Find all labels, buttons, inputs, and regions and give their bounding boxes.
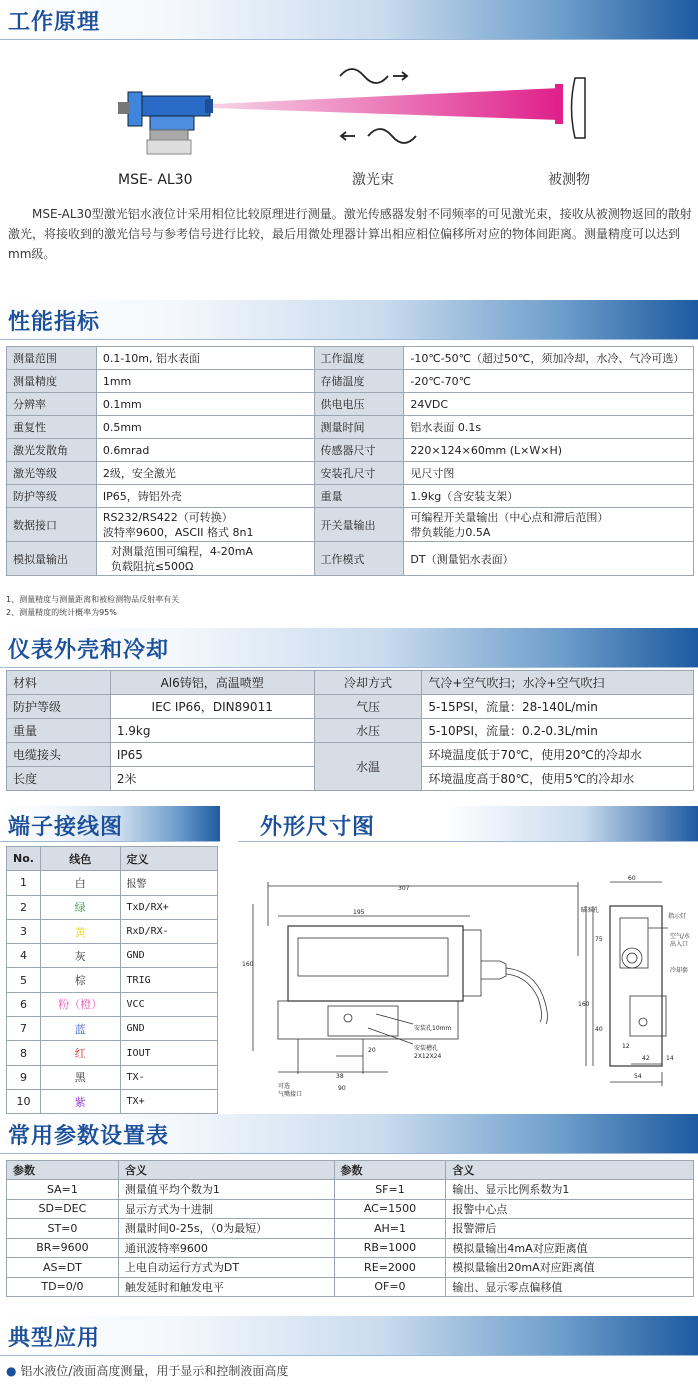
- shell-value: 5-10PSI，流量：0.2-0.3L/min: [422, 719, 694, 743]
- spec-value: -10℃-50℃（超过50℃，须加冷却，水冷、气冷可选）: [404, 347, 694, 370]
- param-meaning: 输出、显示比例系数为1: [446, 1180, 694, 1200]
- terminal-color: 红: [40, 1041, 120, 1065]
- terminal-def: RxD/RX-: [120, 919, 217, 943]
- shell-value: 环境温度高于80℃，使用5℃的冷却水: [422, 767, 694, 791]
- param-key: SA=1: [7, 1180, 119, 1200]
- dim-hole1: 安装孔10mm: [414, 1025, 452, 1032]
- spec-value: 0.1mm: [96, 393, 314, 416]
- spec-value: 铝水表面 0.1s: [404, 416, 694, 439]
- shell-key: 水温: [314, 743, 422, 791]
- dim-54: 54: [634, 1073, 642, 1080]
- shell-key: 防护等级: [7, 695, 111, 719]
- shell-value: IEC IP66，DIN89011: [110, 695, 314, 719]
- shell-value: 环境温度低于70℃，使用20℃的冷却水: [422, 743, 694, 767]
- param-row: [7, 1277, 694, 1297]
- terminal-no: 7: [7, 1017, 41, 1041]
- application-item: [6, 1362, 288, 1379]
- terminal-def: VCC: [120, 992, 217, 1016]
- spec-value: 24VDC: [404, 393, 694, 416]
- application-text: 铝水液位/液面高度测量，用于显示和控制液面高度: [20, 1364, 289, 1378]
- terminal-def: GND: [120, 944, 217, 968]
- spec-key: 测量范围: [7, 347, 97, 370]
- param-row: [7, 1219, 694, 1239]
- param-row: [7, 1238, 694, 1258]
- param-key: BR=9600: [7, 1238, 119, 1258]
- param-key: ST=0: [7, 1219, 119, 1239]
- spec-key: 安装孔尺寸: [314, 462, 404, 485]
- param-row: [7, 1180, 694, 1200]
- spec-key: 重复性: [7, 416, 97, 439]
- section-header-performance: [0, 300, 698, 340]
- param-key: SD=DEC: [7, 1199, 119, 1219]
- terminal-color: 黑: [40, 1065, 120, 1089]
- terminal-color: 粉（橙）: [40, 992, 120, 1016]
- param-meaning: 通讯波特率9600: [118, 1238, 334, 1258]
- shell-table: [6, 670, 694, 791]
- spec-key: 开关量输出: [314, 508, 404, 542]
- principle-text: MSE-AL30型激光铝水液位计采用相位比较原理进行测量。激光传感器发射不同频率的可见激光束，接收从被测物返回的散射激光，将接收到的激光信号与参考信号进行比较，最后用微处理器计算出相应相位偏移所对应的物体间距离。测量精度可以达到mm级。: [8, 207, 692, 261]
- shell-key: 电缆接头: [7, 743, 111, 767]
- spec-value: 0.5mm: [96, 416, 314, 439]
- terminal-def: TX-: [120, 1065, 217, 1089]
- dim-160: 160: [242, 961, 254, 968]
- dimension-drawing: [238, 846, 698, 1108]
- spec-value: 0.1-10m, 铝水表面: [96, 347, 314, 370]
- dim-14: 14: [666, 1055, 674, 1062]
- dim-hole2: 安装槽孔: [414, 1045, 439, 1052]
- section-title: 常用参数设置表: [8, 1124, 170, 1149]
- spec-row: [7, 347, 694, 370]
- terminal-color: 紫: [40, 1089, 120, 1113]
- spec-key: 测量精度: [7, 370, 97, 393]
- spec-key: 防护等级: [7, 485, 97, 508]
- spec-value: 1.9kg（含安装支架）: [404, 485, 694, 508]
- terminal-color: 蓝: [40, 1017, 120, 1041]
- shell-key: 长度: [7, 767, 111, 791]
- terminal-no: 6: [7, 992, 41, 1016]
- terminal-no: 4: [7, 944, 41, 968]
- spec-value: 1mm: [96, 370, 314, 393]
- terminal-def: 报警: [120, 871, 217, 895]
- shell-value: Al6铸铝，高温喷塑: [110, 671, 314, 695]
- param-key: OF=0: [334, 1277, 446, 1297]
- device-label: MSE- AL30: [118, 172, 193, 188]
- spec-key: 重量: [314, 485, 404, 508]
- spec-key: 存储温度: [314, 370, 404, 393]
- terminal-no: 10: [7, 1089, 41, 1113]
- shell-key: 重量: [7, 719, 111, 743]
- param-table: [6, 1160, 694, 1297]
- spec-row: [7, 462, 694, 485]
- terminal-color: 绿: [40, 895, 120, 919]
- spec-table: [6, 346, 694, 576]
- param-header: 参数: [334, 1161, 446, 1180]
- param-header: 含义: [446, 1161, 694, 1180]
- spec-key: 分辨率: [7, 393, 97, 416]
- param-key: SF=1: [334, 1180, 446, 1200]
- terminal-table: [6, 846, 218, 1114]
- shell-value: 1.9kg: [110, 719, 314, 743]
- spec-key: 激光等级: [7, 462, 97, 485]
- spec-value: -20℃-70℃: [404, 370, 694, 393]
- dim-opt1: 可选: [278, 1083, 291, 1090]
- spec-key: 模拟量输出: [7, 542, 97, 576]
- laser-beam: [213, 88, 560, 120]
- section-header-shell: [0, 628, 698, 668]
- dim-indicator: 指示灯: [668, 913, 687, 920]
- param-header: 含义: [118, 1161, 334, 1180]
- dim-12: 12: [622, 1043, 630, 1050]
- beam-label: 激光束: [352, 172, 394, 188]
- spec-value: 220×124×60mm (L×W×H): [404, 439, 694, 462]
- param-meaning: 上电自动运行方式为DT: [118, 1258, 334, 1278]
- terminal-color: 白: [40, 871, 120, 895]
- note-1: 1、测量精度与测量距离和被检测物品反射率有关: [6, 595, 180, 604]
- section-header-principle: [0, 0, 698, 40]
- spec-key: 工作温度: [314, 347, 404, 370]
- wave-out-icon: [340, 69, 407, 83]
- dim-air1: 空气/水: [670, 933, 691, 940]
- bullet-icon: ●: [6, 1364, 17, 1378]
- shell-value: IP65: [110, 743, 314, 767]
- dim-38: 38: [336, 1073, 344, 1080]
- terminal-header: 线色: [40, 847, 120, 871]
- dim-opt2: 气嘴接口: [278, 1091, 303, 1098]
- param-meaning: 测量时间0-25s，（0为最短）: [118, 1219, 334, 1239]
- terminal-def: TRIG: [120, 968, 217, 992]
- spec-row: [7, 439, 694, 462]
- param-row: [7, 1258, 694, 1278]
- dim-195: 195: [353, 909, 365, 916]
- terminal-no: 2: [7, 895, 41, 919]
- section-header-dimensions: [238, 806, 698, 842]
- param-meaning: 显示方式为十进制: [118, 1199, 334, 1219]
- param-key: AC=1500: [334, 1199, 446, 1219]
- spec-key: 传感器尺寸: [314, 439, 404, 462]
- section-title: 外形尺寸图: [260, 815, 376, 840]
- section-title: 端子接线图: [8, 815, 124, 840]
- spec-key: 激光发散角: [7, 439, 97, 462]
- terminal-row: [7, 895, 218, 919]
- param-meaning: 测量值平均个数为1: [118, 1180, 334, 1200]
- dim-307: 307: [398, 885, 410, 892]
- terminal-header: 定义: [120, 847, 217, 871]
- section-header-applications: [0, 1316, 698, 1356]
- dim-42: 42: [642, 1055, 650, 1062]
- spec-key: 数据接口: [7, 508, 97, 542]
- section-title: 工作原理: [8, 10, 101, 35]
- principle-diagram: [0, 44, 698, 194]
- dim-160b: 160: [578, 1001, 590, 1008]
- terminal-no: 3: [7, 919, 41, 943]
- terminal-no: 9: [7, 1065, 41, 1089]
- dim-hole3: 2X12X24: [414, 1053, 442, 1060]
- shell-key: 气压: [314, 695, 422, 719]
- dim-20: 20: [368, 1047, 376, 1054]
- spec-value: 可编程开关量输出（中心点和滞后范围） 带负载能力0.5A: [404, 508, 694, 542]
- param-meaning: 报警滞后: [446, 1219, 694, 1239]
- param-key: AS=DT: [7, 1258, 119, 1278]
- terminal-row: [7, 944, 218, 968]
- dim-60: 60: [628, 875, 636, 882]
- target-object-icon: [572, 78, 586, 138]
- shell-value: 2米: [110, 767, 314, 791]
- terminal-no: 5: [7, 968, 41, 992]
- spec-value: DT（测量铝水表面）: [404, 542, 694, 576]
- terminal-no: 8: [7, 1041, 41, 1065]
- spec-key: 测量时间: [314, 416, 404, 439]
- spec-row: [7, 416, 694, 439]
- param-meaning: 报警中心点: [446, 1199, 694, 1219]
- terminal-def: TxD/RX+: [120, 895, 217, 919]
- target-label: 被测物: [548, 172, 590, 188]
- spec-key: 供电电压: [314, 393, 404, 416]
- param-meaning: 模拟量输出4mA对应距离值: [446, 1238, 694, 1258]
- terminal-row: [7, 919, 218, 943]
- spec-value: IP65，铸铝外壳: [96, 485, 314, 508]
- terminal-color: 黄: [40, 919, 120, 943]
- section-title: 典型应用: [8, 1326, 101, 1351]
- param-meaning: 模拟量输出20mA对应距离值: [446, 1258, 694, 1278]
- spec-row: [7, 370, 694, 393]
- section-title: 仪表外壳和冷却: [8, 638, 170, 663]
- param-header: 参数: [7, 1161, 119, 1180]
- spec-value: RS232/RS422（可转换） 波特率9600，ASCII 格式 8n1: [96, 508, 314, 542]
- param-key: RB=1000: [334, 1238, 446, 1258]
- terminal-row: [7, 968, 218, 992]
- shell-value: 气冷+空气吹扫；水冷+空气吹扫: [422, 671, 694, 695]
- spec-row: [7, 485, 694, 508]
- sensor-device-icon: [118, 92, 213, 154]
- shell-key: 冷却方式: [314, 671, 422, 695]
- dim-coolant: 冷却套: [670, 967, 689, 974]
- section-title: 性能指标: [8, 310, 101, 335]
- wave-in-icon: [341, 129, 416, 143]
- beam-end: [555, 84, 563, 124]
- terminal-header: No.: [7, 847, 41, 871]
- dim-90: 90: [338, 1085, 346, 1092]
- param-key: RE=2000: [334, 1258, 446, 1278]
- section-header-params: [0, 1114, 698, 1154]
- param-row: [7, 1199, 694, 1219]
- terminal-no: 1: [7, 871, 41, 895]
- param-meaning: 输出、显示零点偏移值: [446, 1277, 694, 1297]
- shell-key: 材料: [7, 671, 111, 695]
- terminal-def: TX+: [120, 1089, 217, 1113]
- spec-value: 0.6mrad: [96, 439, 314, 462]
- terminal-row: [7, 1017, 218, 1041]
- terminal-row: [7, 871, 218, 895]
- spec-key: 工作模式: [314, 542, 404, 576]
- dim-air2: 出入口: [670, 941, 689, 948]
- shell-value: 5-15PSI，流量：28-140L/min: [422, 695, 694, 719]
- spec-value: 对测量范围可编程，4-20mA 负载阻抗≤500Ω: [96, 542, 314, 576]
- section-header-terminals: [0, 806, 220, 842]
- terminal-row: [7, 992, 218, 1016]
- param-meaning: 触发延时和触发电平: [118, 1277, 334, 1297]
- dim-40: 40: [595, 1026, 603, 1033]
- param-key: AH=1: [334, 1219, 446, 1239]
- terminal-row: [7, 1041, 218, 1065]
- note-2: 2、测量精度的统计概率为95%: [6, 608, 117, 617]
- terminal-def: IOUT: [120, 1041, 217, 1065]
- dim-75: 75: [595, 936, 603, 943]
- spec-value: 见尺寸图: [404, 462, 694, 485]
- spec-value: 2级，安全激光: [96, 462, 314, 485]
- shell-key: 水压: [314, 719, 422, 743]
- dim-aim: 瞄准孔: [581, 907, 600, 914]
- terminal-row: [7, 1089, 218, 1113]
- param-key: TD=0/0: [7, 1277, 119, 1297]
- terminal-color: 棕: [40, 968, 120, 992]
- terminal-row: [7, 1065, 218, 1089]
- terminal-def: GND: [120, 1017, 217, 1041]
- spec-row: [7, 393, 694, 416]
- terminal-color: 灰: [40, 944, 120, 968]
